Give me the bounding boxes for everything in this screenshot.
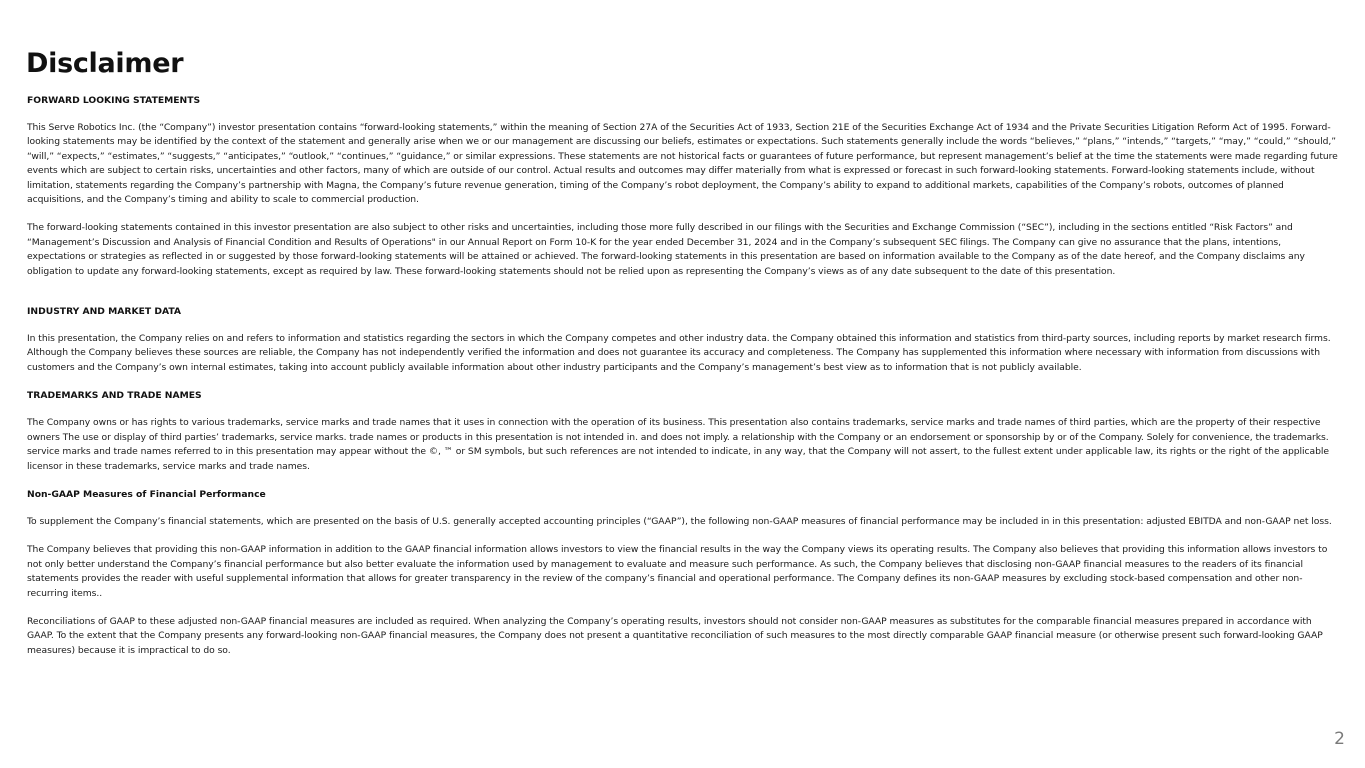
non-gaap-paragraph-1: To supplement the Company’s financial statements, which are presented on the basis of U.S. generally accepted accounting principles (“GAAP”), the following non-GAAP measures of financial performance may be included in in this presentation: adjusted EBITDA and non-GAAP net loss. xyxy=(27,515,1332,527)
industry-market-heading: INDUSTRY AND MARKET DATA xyxy=(27,306,182,318)
page-title: Disclaimer xyxy=(26,48,184,79)
forward-looking-paragraph-2: The forward-looking statements contained in this investor presentation are also subject to other risks and uncertainties, including those more fully described in our filings with the Securities and Exchange Commission (“SEC”), including in the sections entitled “Risk Factors” and “Management’s Discussion and Analysis of Financial Condition and Results of Operations" in our Annual Report on Form 10-K for the year ended December 31, 2024 and in the Company’s subsequent SEC filings. The Company can give no assurance that the plans, intentions, expectations or strategies as reflected in or suggested by those forward-looking statements will be attained or achieved. The forward-looking statements in this presentation are based on information available to the Company as of the date hereof, and the Company disclaims any obligation to update any forward-looking statements, except as required by law. These forward-looking statements should not be relied upon as representing the Company’s views as of any date subsequent to the date of this presentation. xyxy=(27,222,1305,277)
industry-market-section xyxy=(27,305,1339,375)
non-gaap-section xyxy=(27,488,1339,658)
forward-looking-heading: FORWARD LOOKING STATEMENTS xyxy=(27,95,201,106)
non-gaap-paragraph-3: Reconciliations of GAAP to these adjusted non-GAAP financial measures are included as required. When analyzing the Company’s operating results, investors should not consider non-GAAP measures as substitutes for the comparable financial measures prepared in accordance with GAAP. To the extent that the Company presents any forward-looking non-GAAP financial measures, the Company does not present a quantitative reconciliation of such measures to the most directly comparable GAAP financial measure (or otherwise present such forward-looking GAAP measures) because it is impractical to do so. xyxy=(27,615,1323,656)
disclaimer-content xyxy=(27,94,1339,658)
non-gaap-heading: Non-GAAP Measures of Financial Performance xyxy=(27,488,266,500)
trademarks-section xyxy=(27,389,1339,474)
forward-looking-paragraph-1: This Serve Robotics Inc. (the “Company”) investor presentation contains “forward-looking statements,” within the meaning of Section 27A of the Securities Act of 1933, Section 21E of the Securities Exchange Act of 1934 and the Private Securities Litigation Reform Act of 1995. Forward-looking statements may be identified by the context of the statement and generally arise when we or our management are discussing our beliefs, estimates or expectations. Such statements generally include the words “believes,” “plans,” “intends,” “targets,” “may,” “could,” “should,” “will,” “expects,” “estimates,” “suggests,” “anticipates,” “outlook,” “continues,” “guidance,” or similar expressions. These statements are not historical facts or guarantees of future performance, but represent management’s belief at the time the statements were made regarding future events which are subject to certain risks, uncertainties and other factors, many of which are outside of our control. Actual results and outcomes may differ materially from what is expressed or forecast in such forward-looking statements. Forward-looking statements include, without limitation, statements regarding the Company’s partnership with Magna, the Company’s future revenue generation, timing of the Company’s robot deployment, the Company’s ability to expand to additional markets, capabilities of the Company’s robots, outcomes of planned acquisitions, and the Company’s timing and ability to scale to commercial production. xyxy=(27,122,1338,206)
trademarks-heading: TRADEMARKS AND TRADE NAMES xyxy=(27,390,202,402)
non-gaap-paragraph-2: The Company believes that providing this non-GAAP information in addition to the GAAP financial information allows investors to view the financial results in the way the Company views its operating results. The Company also believes that providing this information allows investors to not only better understand the Company’s financial performance but also better evaluate the information used by management to evaluate and measure such performance. As such, the Company believes that disclosing non-GAAP financial measures to the readers of its financial statements provides the reader with useful supplemental information that allows for greater transparency in the review of the company’s financial and operational performance. The Company defines its non-GAAP measures by excluding stock-based compensation and other non-recurring items.. xyxy=(27,544,1328,599)
forward-looking-section xyxy=(27,94,1339,279)
industry-market-paragraph: In this presentation, the Company relies on and refers to information and statistics regarding the sectors in which the Company competes and other industry data. the Company obtained this information and statistics from third-party sources, including reports by market research firms. Although the Company believes these sources are reliable, the Company has not independently verified the information and does not guarantee its accuracy and completeness. The Company has supplemented this information where necessary with information from discussions with customers and the Company’s own internal estimates, taking into account publicly available information about other industry participants and the Company’s management’s best view as to information that is not publicly available. xyxy=(27,333,1331,373)
trademarks-paragraph: The Company owns or has rights to various trademarks, service marks and trade names that it uses in connection with the operation of its business. This presentation also contains trademarks, service marks and trade names of third parties, which are the property of their respective owners The use or display of third parties’ trademarks, service marks. trade names or products in this presentation is not intended in. and does not imply. a relationship with the Company or an endorsement or sponsorship by or of the Company. Solely for convenience, the trademarks. service marks and trade names referred to in this presentation may appear without the ©, ™ or SM symbols, but such references are not intended to indicate, in any way, that the Company will not assert, to the fullest extent under applicable law, its rights or the right of the applicable licensor in these trademarks, service marks and trade names. xyxy=(27,417,1329,472)
page-number: 2 xyxy=(1334,729,1345,749)
